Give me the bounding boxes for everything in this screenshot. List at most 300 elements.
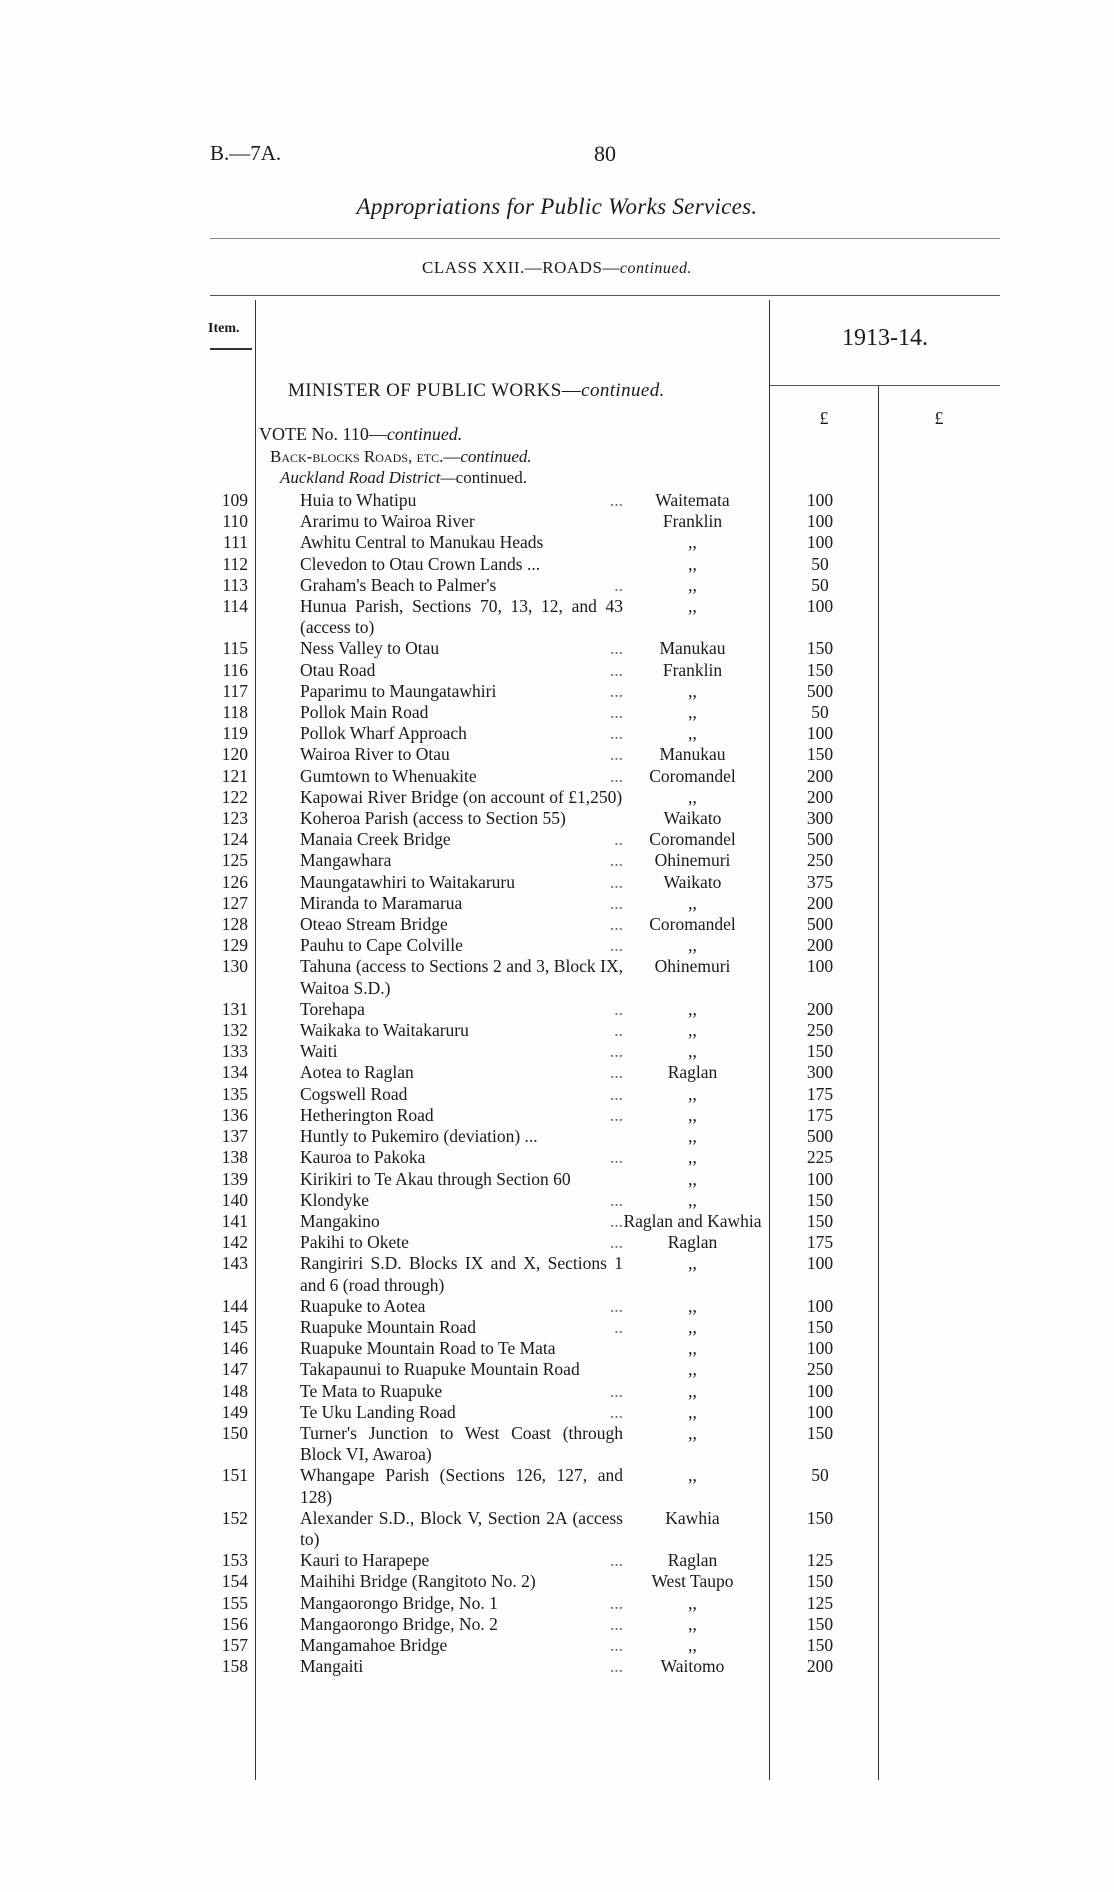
table-top-rule [210, 295, 1000, 296]
road-description-text: Oteao Stream Bridge [300, 914, 448, 935]
amount-value [762, 1253, 878, 1295]
county-name [623, 808, 762, 829]
item-number-text: 113 [222, 574, 248, 595]
table-row [0, 893, 1114, 914]
county-name [623, 1571, 762, 1592]
leader-dots: ... [609, 1189, 623, 1210]
table-row [0, 787, 1114, 808]
amount-value-text: 150 [806, 1189, 834, 1210]
item-number-text: 158 [221, 1656, 248, 1677]
item-number [0, 681, 248, 702]
table-row [0, 956, 1114, 998]
road-description-text: Waikaka to Waitakaruru [300, 1020, 469, 1041]
amount-value-text: 200 [806, 935, 834, 956]
road-description [300, 1402, 623, 1423]
road-description-text: Mangawhara [300, 850, 392, 871]
road-description-text: Turner's Junction to West Coast (through Block VI, Awaroa) [300, 1422, 623, 1465]
road-description-text: Cogswell Road [300, 1083, 408, 1104]
road-description-text: Rangiriri S.D. Blocks IX and X, Sections 1 and 6 (road through) [300, 1253, 623, 1295]
leader-dots: ... [609, 1210, 623, 1231]
road-description [300, 702, 623, 723]
amount-value-text: 100 [806, 723, 834, 744]
item-number-text: 128 [221, 914, 248, 935]
item-number-text: 141 [221, 1210, 248, 1231]
amount-value-text: 500 [806, 1126, 834, 1147]
item-number [0, 532, 248, 553]
county-name [623, 850, 762, 871]
item-number-text: 114 [222, 596, 248, 617]
leader-dots: ... [609, 1613, 623, 1634]
table-row [0, 1359, 1114, 1380]
table-row [0, 1508, 1114, 1550]
item-number [0, 1593, 248, 1614]
amount-value [762, 1211, 878, 1232]
table-row [0, 723, 1114, 744]
item-number [0, 1381, 248, 1402]
county-name-text: ,, [688, 786, 697, 807]
amount-value-text: 200 [806, 786, 834, 807]
item-number [0, 1126, 248, 1147]
county-name [623, 1508, 762, 1550]
road-description [300, 999, 623, 1020]
district-heading-main: Auckland Road District— [280, 468, 456, 487]
amount-value [762, 1635, 878, 1656]
county-name-text: ,, [688, 596, 697, 617]
road-description [300, 1656, 623, 1677]
amount-value-text: 150 [806, 1210, 834, 1231]
document-reference: B.—7A. [210, 141, 282, 165]
amount-value-text: 100 [806, 1380, 834, 1401]
amount-value [762, 808, 878, 829]
item-number-text: 138 [221, 1147, 248, 1168]
item-number [0, 1423, 248, 1465]
item-number-text: 150 [221, 1422, 248, 1443]
road-description-text: Ruapuke to Aotea [300, 1295, 426, 1316]
leader-dots: .. [614, 829, 623, 850]
table-row [0, 702, 1114, 723]
amount-value-text: 150 [806, 1422, 834, 1443]
item-number-text: 109 [221, 490, 248, 510]
county-name [623, 1126, 762, 1147]
leader-dots: .. [614, 998, 623, 1019]
table-row [0, 1253, 1114, 1295]
road-description-text: Ruapuke Mountain Road [300, 1316, 476, 1337]
table-row [0, 829, 1114, 850]
amount-value [762, 1402, 878, 1423]
county-name [623, 1614, 762, 1635]
amount-value-text: 375 [806, 871, 834, 892]
subhead-backblocks-continued: continued. [460, 447, 532, 466]
table-row [0, 1656, 1114, 1677]
road-description-text: Torehapa [300, 998, 365, 1019]
table-row [0, 744, 1114, 765]
item-number [0, 766, 248, 787]
county-name-text: Raglan [667, 1550, 718, 1571]
road-description-text: Kapowai River Bridge (on account of £1,250) [300, 786, 623, 807]
road-description-text: Tahuna (access to Sections 2 and 3, Block IX, Waitoa S.D.) [300, 956, 623, 998]
road-description-text: Waiti [300, 1041, 338, 1062]
road-description [300, 681, 623, 702]
item-number-text: 152 [221, 1507, 248, 1528]
county-name-text: Waitemata [655, 490, 730, 510]
item-number [0, 723, 248, 744]
amount-value [762, 1614, 878, 1635]
road-description [300, 1105, 623, 1126]
road-description [300, 1593, 623, 1614]
item-number-text: 145 [221, 1316, 248, 1337]
item-number-text: 135 [221, 1083, 248, 1104]
road-description-text: Aotea to Raglan [300, 1062, 414, 1083]
item-number-text: 117 [222, 680, 248, 701]
table-row [0, 1550, 1114, 1571]
county-name [623, 1593, 762, 1614]
road-description [300, 1147, 623, 1168]
leader-dots: ... [609, 1147, 623, 1168]
road-description [300, 1381, 623, 1402]
county-name-text: ,, [688, 532, 697, 553]
amount-value [762, 1296, 878, 1317]
item-number [0, 1296, 248, 1317]
leader-dots: ... [609, 914, 623, 935]
county-name-text: ,, [688, 1041, 697, 1062]
road-description [300, 1020, 623, 1041]
county-name [623, 1084, 762, 1105]
item-number-text: 111 [223, 532, 248, 553]
county-name [623, 956, 762, 998]
minister-heading-continued: continued. [581, 380, 665, 401]
county-name [623, 575, 762, 596]
leader-dots: .. [614, 574, 623, 595]
table-row [0, 575, 1114, 596]
amount-value [762, 872, 878, 893]
leader-dots: ... [609, 935, 623, 956]
road-description [300, 850, 623, 871]
page-number: 80 [594, 141, 616, 166]
table-row [0, 1423, 1114, 1465]
item-number-text: 122 [221, 786, 248, 807]
amount-value [762, 1084, 878, 1105]
item-number [0, 1359, 248, 1380]
county-name [623, 1381, 762, 1402]
county-name [623, 1423, 762, 1465]
amount-value-text: 175 [806, 1232, 834, 1253]
county-name [623, 532, 762, 553]
leader-dots: ... [609, 1401, 623, 1422]
amount-value [762, 575, 878, 596]
table-row [0, 1317, 1114, 1338]
item-number [0, 1402, 248, 1423]
item-number-text: 143 [221, 1253, 248, 1274]
road-description-text: Koheroa Parish (access to Section 55) [300, 808, 566, 829]
road-description-text: Mangamahoe Bridge [300, 1634, 448, 1655]
road-description [300, 1614, 623, 1635]
minister-heading [288, 380, 665, 402]
road-description-text: Kauri to Harapepe [300, 1550, 430, 1571]
item-number [0, 1635, 248, 1656]
table-row [0, 1041, 1114, 1062]
item-number [0, 554, 248, 575]
table-row [0, 554, 1114, 575]
amount-value [762, 1593, 878, 1614]
county-name [623, 596, 762, 638]
leader-dots: ... [609, 1083, 623, 1104]
amount-value-text: 250 [806, 1359, 834, 1380]
leader-dots: ... [609, 1550, 623, 1571]
amount-value [762, 1338, 878, 1359]
amount-value [762, 490, 878, 511]
item-number-text: 131 [221, 998, 248, 1019]
table-row [0, 1105, 1114, 1126]
item-number-text: 156 [221, 1613, 248, 1634]
county-name [623, 681, 762, 702]
amount-value [762, 850, 878, 871]
item-number [0, 1062, 248, 1083]
road-description [300, 956, 623, 998]
table-row [0, 532, 1114, 553]
road-description-text: Awhitu Central to Manukau Heads [300, 532, 544, 553]
item-number [0, 808, 248, 829]
amount-value-text: 150 [806, 638, 834, 659]
table-row [0, 914, 1114, 935]
road-description [300, 1465, 623, 1507]
road-description-text: Otau Road [300, 659, 376, 680]
amount-value-text: 300 [806, 1062, 834, 1083]
road-description [300, 490, 623, 511]
county-name-text: ,, [688, 702, 697, 723]
amount-value-text: 150 [806, 744, 834, 765]
amount-value-text: 200 [806, 892, 834, 913]
table-row [0, 1062, 1114, 1083]
amount-value [762, 1126, 878, 1147]
road-description [300, 575, 623, 596]
item-number [0, 660, 248, 681]
road-description-text: Ruapuke Mountain Road to Te Mata [300, 1338, 556, 1359]
road-description [300, 766, 623, 787]
amount-value [762, 511, 878, 532]
county-name-text: ,, [688, 1316, 697, 1337]
road-description [300, 1423, 623, 1465]
road-description-text: Mangakino [300, 1210, 380, 1231]
item-number [0, 1041, 248, 1062]
amount-value-text: 100 [806, 1253, 834, 1274]
road-description-text: Wairoa River to Otau [300, 744, 450, 765]
subhead-backblocks [270, 447, 532, 467]
county-name-text: ,, [688, 1295, 697, 1316]
road-description-text: Huntly to Pukemiro (deviation) ... [300, 1126, 538, 1147]
amount-value [762, 1020, 878, 1041]
item-number [0, 1550, 248, 1571]
item-number [0, 1147, 248, 1168]
amount-value-text: 250 [806, 850, 834, 871]
table-row [0, 935, 1114, 956]
item-number [0, 914, 248, 935]
county-name-text: ,, [688, 1126, 697, 1147]
amount-value-text: 200 [806, 998, 834, 1019]
leader-dots: ... [609, 680, 623, 701]
page-title: Appropriations for Public Works Services. [356, 194, 758, 219]
item-number-text: 133 [221, 1041, 248, 1062]
table-row [0, 1338, 1114, 1359]
item-number [0, 1571, 248, 1592]
county-name-text: Waikato [663, 871, 722, 892]
item-number-text: 139 [221, 1168, 248, 1189]
item-number-text: 116 [222, 659, 248, 680]
road-description [300, 914, 623, 935]
road-description [300, 1571, 623, 1592]
road-description [300, 1190, 623, 1211]
item-number-text: 119 [222, 723, 248, 744]
road-description [300, 1296, 623, 1317]
county-name [623, 490, 762, 511]
road-description-text: Pauhu to Cape Colville [300, 935, 463, 956]
amount-value-text: 175 [806, 1083, 834, 1104]
amount-value [762, 829, 878, 850]
item-number [0, 956, 248, 998]
item-number [0, 935, 248, 956]
item-number [0, 1084, 248, 1105]
county-name-text: ,, [688, 1422, 697, 1443]
table-row [0, 1381, 1114, 1402]
county-name [623, 1296, 762, 1317]
item-number-text: 148 [221, 1380, 248, 1401]
county-name-text: Ohinemuri [654, 956, 731, 977]
road-description-text: Maihihi Bridge (Rangitoto No. 2) [300, 1571, 536, 1592]
amount-value-text: 125 [806, 1550, 834, 1571]
county-name-text: ,, [688, 1359, 697, 1380]
road-description [300, 1550, 623, 1571]
item-number-text: 123 [221, 808, 248, 829]
road-description-text: Alexander S.D., Block V, Section 2A (access to) [300, 1507, 623, 1549]
county-name-text: ,, [688, 1613, 697, 1634]
amount-value-text: 50 [811, 553, 829, 574]
county-name-text: Raglan and Kawhia [623, 1210, 762, 1231]
table-row [0, 1169, 1114, 1190]
leader-dots: ... [609, 1656, 623, 1677]
county-name-text: ,, [688, 998, 697, 1019]
road-description [300, 787, 623, 808]
item-number [0, 1317, 248, 1338]
road-description-text: Te Uku Landing Road [300, 1401, 456, 1422]
amount-value-text: 50 [811, 574, 829, 595]
road-description-text: Mangaiti [300, 1656, 364, 1677]
item-number [0, 1465, 248, 1507]
amount-value [762, 1508, 878, 1550]
county-name [623, 1105, 762, 1126]
leader-dots: .. [614, 1316, 623, 1337]
county-name-text: Coromandel [649, 829, 736, 850]
table-row [0, 638, 1114, 659]
county-name-text: Waikato [663, 808, 722, 829]
amount-value [762, 1169, 878, 1190]
subhead-backblocks-main: Back-blocks Roads, etc.— [270, 447, 461, 466]
amount-value-text: 150 [806, 1571, 834, 1592]
county-name-text: Ohinemuri [654, 850, 731, 871]
table-row [0, 766, 1114, 787]
road-description [300, 893, 623, 914]
amount-value [762, 914, 878, 935]
county-name-text: Waitomo [660, 1656, 725, 1677]
item-number-text: 134 [221, 1062, 248, 1083]
road-description [300, 554, 623, 575]
county-name-text: West Taupo [651, 1571, 734, 1592]
item-number [0, 850, 248, 871]
item-number-text: 153 [221, 1550, 248, 1571]
amount-value [762, 1317, 878, 1338]
table-row [0, 1020, 1114, 1041]
amount-value-text: 100 [806, 511, 834, 532]
road-description-text: Pollok Wharf Approach [300, 723, 467, 744]
county-name-text: ,, [688, 1380, 697, 1401]
county-name-text: ,, [688, 1020, 697, 1041]
amount-value [762, 596, 878, 638]
amount-value [762, 787, 878, 808]
item-number [0, 893, 248, 914]
district-heading [280, 468, 527, 488]
county-name-text: ,, [688, 680, 697, 701]
county-name-text: ,, [688, 1592, 697, 1613]
amount-value [762, 744, 878, 765]
county-name-text: ,, [688, 892, 697, 913]
item-number [0, 1614, 248, 1635]
county-name-text: Raglan [667, 1062, 718, 1083]
item-number-text: 146 [221, 1338, 248, 1359]
road-description [300, 1062, 623, 1083]
leader-dots: ... [609, 892, 623, 913]
county-name [623, 829, 762, 850]
road-description-text: Hunua Parish, Sections 70, 13, 12, and 43 (access to) [300, 596, 623, 638]
item-number-text: 151 [221, 1465, 248, 1486]
county-name [623, 1062, 762, 1083]
item-number [0, 1338, 248, 1359]
county-name-text: Manukau [659, 638, 726, 659]
county-name [623, 1190, 762, 1211]
amount-value [762, 1465, 878, 1507]
item-number-text: 132 [221, 1020, 248, 1041]
county-name-text: Coromandel [649, 914, 736, 935]
leader-dots: ... [609, 850, 623, 871]
amount-value-text: 175 [806, 1104, 834, 1125]
county-name-text: ,, [688, 1338, 697, 1359]
amount-value-text: 150 [806, 1634, 834, 1655]
road-description [300, 660, 623, 681]
item-number-text: 149 [221, 1401, 248, 1422]
amount-value [762, 956, 878, 998]
county-name [623, 1147, 762, 1168]
item-number-text: 140 [221, 1189, 248, 1210]
item-number [0, 999, 248, 1020]
amount-value-text: 100 [806, 532, 834, 553]
road-description-text: Paparimu to Maungatawhiri [300, 680, 497, 701]
county-name-text: Kawhia [665, 1507, 720, 1528]
table-row [0, 1296, 1114, 1317]
county-name-text: Franklin [662, 511, 723, 532]
amount-value [762, 1571, 878, 1592]
leader-dots: ... [609, 1380, 623, 1401]
item-number-text: 147 [221, 1359, 248, 1380]
road-description [300, 1169, 623, 1190]
item-number [0, 1211, 248, 1232]
item-number [0, 744, 248, 765]
amount-value-text: 100 [806, 1401, 834, 1422]
road-description-text: Manaia Creek Bridge [300, 829, 451, 850]
table-row [0, 999, 1114, 1020]
road-description [300, 638, 623, 659]
amount-value-text: 50 [811, 702, 829, 723]
amount-value-text: 200 [806, 1656, 834, 1677]
amount-value [762, 1041, 878, 1062]
county-name [623, 1169, 762, 1190]
amount-value-text: 150 [806, 1613, 834, 1634]
